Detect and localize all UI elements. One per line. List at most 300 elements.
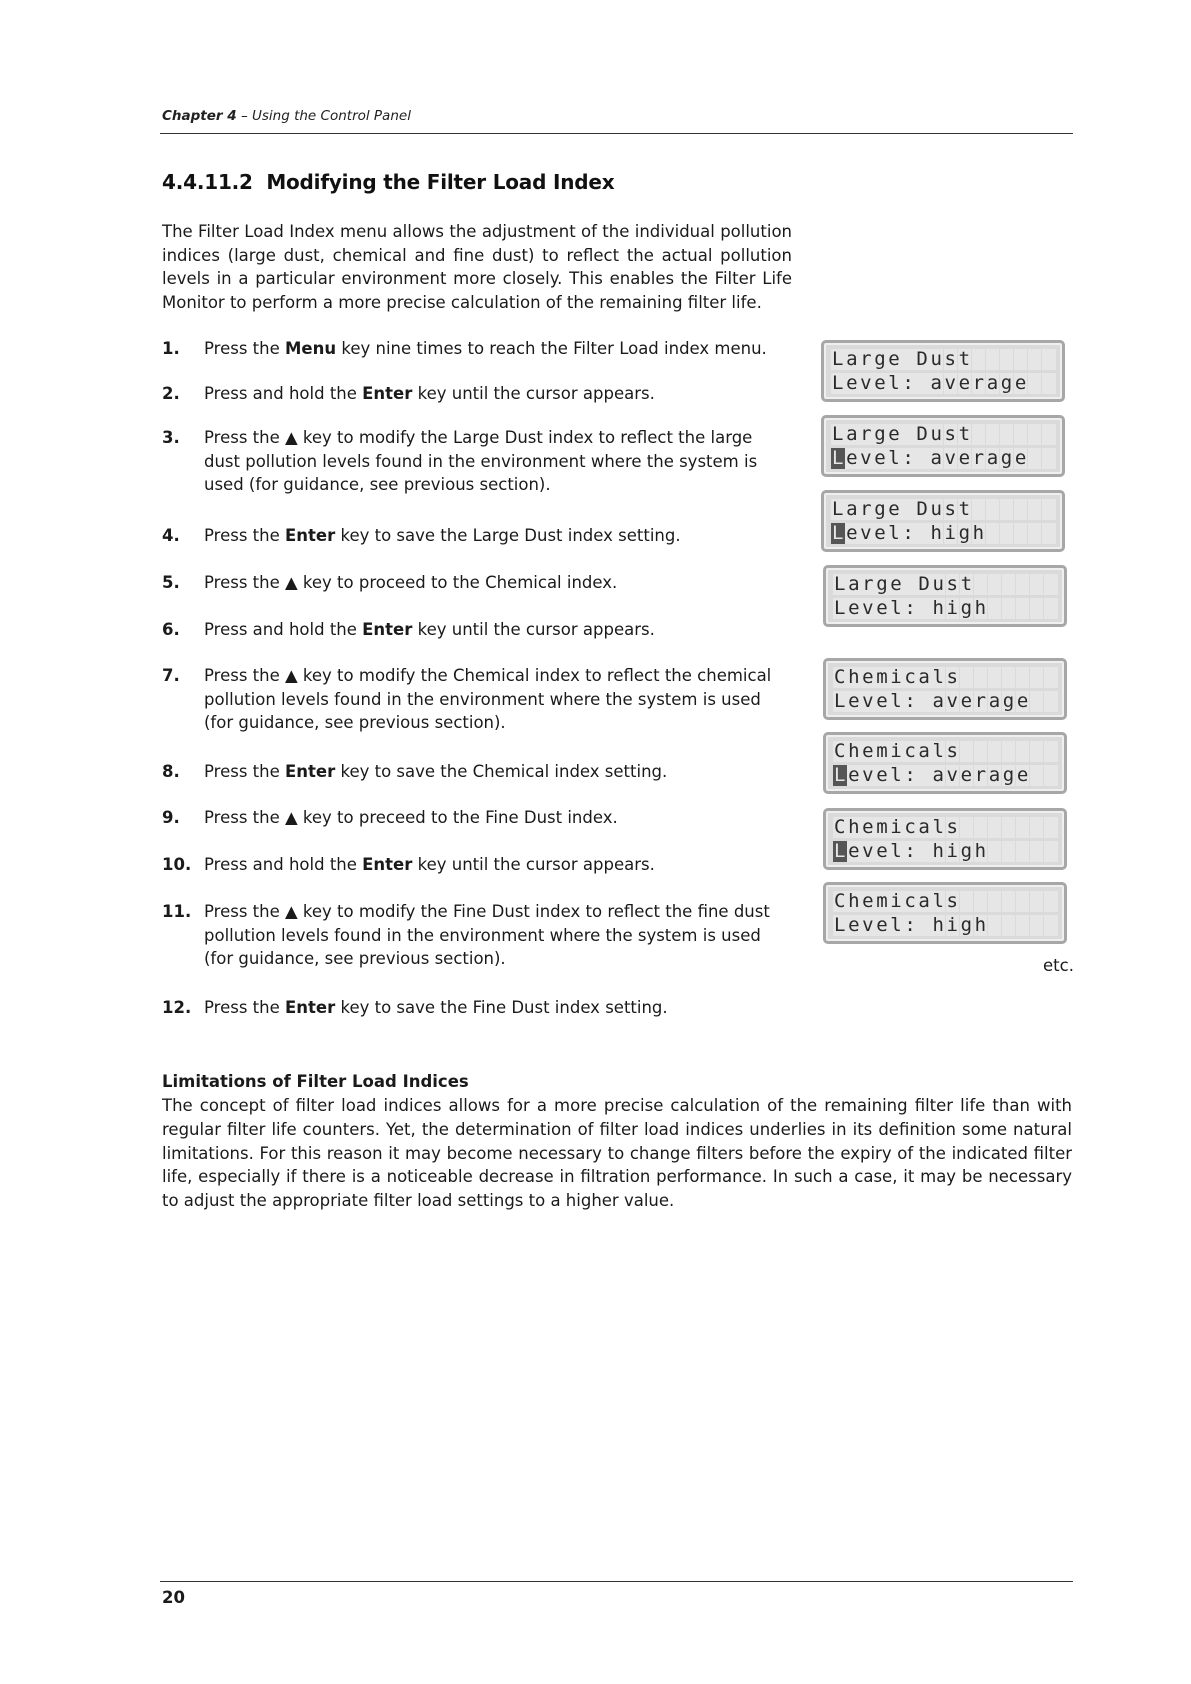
step-6 [162,618,792,642]
lcd-char-cell: l [888,522,900,544]
lcd-char-cell [1002,841,1016,862]
lcd-char-cell: l [890,690,902,712]
lcd-char-cell: m [876,666,888,688]
lcd-char-cell [1014,499,1028,520]
lcd-line-2 [833,691,1058,715]
lcd-char-cell: a [846,498,858,520]
lcd-char-cell [1000,499,1014,520]
lcd-char-cell [901,499,915,520]
lcd-char-cell: a [918,666,930,688]
lcd-char-cell: L [832,423,844,445]
step-7 [162,664,792,735]
step-number: 6. [162,620,180,639]
lcd-char-cell: r [860,423,872,445]
lcd-char-cell: g [874,498,886,520]
lcd-char-cell: v [862,840,874,862]
lcd-char-cell [1028,349,1042,370]
section-heading: Modifying the Filter Load Index [266,170,615,194]
lcd-line-2 [833,841,1058,865]
lcd-char-cell [1030,667,1044,688]
lcd-char-cell [917,765,931,786]
lcd-char-cell [1044,574,1058,595]
lcd-char-cell: e [862,740,874,762]
lcd-char-cell: s [946,666,958,688]
lcd-char-cell: c [904,740,916,762]
lcd-line-1 [833,574,1058,598]
lcd-char-cell [1028,523,1042,544]
lcd-char-cell [1002,574,1016,595]
lcd-char-cell: e [874,522,886,544]
lcd-char-cell: i [944,522,956,544]
lcd-char-cell: u [930,498,942,520]
step-text: Press the Enter key to save the Chemical index setting. [204,762,668,781]
lcd-char-cell [901,349,915,370]
lcd-char-cell [1030,891,1044,912]
lcd-char-cell: L [832,372,844,394]
lcd-char-cell: u [930,348,942,370]
lcd-char-cell: : [904,597,916,619]
lcd-line-1 [831,424,1056,448]
lcd-char-cell: L [834,914,846,936]
lcd-char-cell: h [974,914,987,936]
chapter-title: Using the Control Panel [252,108,411,124]
lcd-char-cell [1044,741,1058,762]
lcd-line-1 [833,891,1058,915]
page-number: 20 [162,1588,185,1607]
lcd-char-cell: r [972,447,985,469]
lcd-char-cell: i [890,740,902,762]
lcd-char-cell [1042,448,1056,469]
lcd-line-2 [831,373,1056,397]
lcd-char-cell: L [834,764,846,786]
lcd-char-cell: C [834,666,846,688]
lcd-char-cell [1044,691,1058,712]
lcd-char-cell: t [958,423,971,445]
step-text: Press the Menu key nine times to reach the Filter Load index menu. [204,339,767,358]
lcd-char-cell: e [876,914,888,936]
lcd-char-cell: l [890,597,902,619]
lcd-char-cell: r [972,372,985,394]
lcd-char-cell [1044,765,1058,786]
lcd-char-cell: e [958,372,971,394]
lcd-char-cell: C [834,890,846,912]
lcd-char-cell [1016,598,1030,619]
step-11 [162,900,792,971]
lcd-char-cell: u [932,573,944,595]
lcd-char-cell: g [1000,447,1013,469]
lcd-char-cell [1014,424,1028,445]
lcd-char-cell [917,915,931,936]
lcd-char-cell: L [832,447,844,469]
lcd-char-cell: h [930,522,942,544]
lcd-char-cell: v [946,764,958,786]
lcd-char-cell: a [930,372,942,394]
lcd-char-cell: g [960,914,973,936]
lcd-char-cell [1000,424,1014,445]
lcd-char-cell: g [874,348,886,370]
lcd-char-cell [974,667,988,688]
lcd-char-cell: a [988,764,1001,786]
lcd-char-cell [960,891,974,912]
step-text: Press and hold the Enter key until the cursor appears. [204,855,655,874]
lcd-char-cell: e [874,372,886,394]
lcd-char-cell: e [960,690,973,712]
lcd-char-cell: : [902,522,914,544]
lcd-char-cell [1030,691,1044,712]
lcd-char-cell: l [932,740,944,762]
step-8 [162,760,792,784]
lcd-char-cell: h [932,914,944,936]
lcd-char-cell: a [918,740,930,762]
lcd-char-cell: e [874,447,886,469]
step-2 [162,382,792,406]
lcd-char-cell: a [986,372,999,394]
lcd-char-cell: : [904,914,916,936]
step-number: 1. [162,339,180,358]
lcd-char-cell: : [904,764,916,786]
step-text: Press the ▲ key to proceed to the Chemical index. [204,573,618,592]
lcd-char-cell: a [932,764,944,786]
lcd-char-cell: e [848,840,860,862]
lcd-char-cell [1016,891,1030,912]
lcd-char-cell: i [946,914,958,936]
lcd-char-cell [1030,765,1044,786]
lcd-char-cell: L [834,840,846,862]
lcd-char-cell [988,667,1002,688]
lcd-char-cell [988,891,1002,912]
lcd-char-cell: l [890,914,902,936]
lcd-char-cell: r [974,690,987,712]
lcd-line-1 [833,667,1058,691]
lcd-char-cell: v [860,522,872,544]
step-9 [162,806,792,830]
lcd-char-cell [960,667,974,688]
lcd-char-cell: : [904,690,916,712]
lcd-char-cell [988,817,1002,838]
step-text: Press the ▲ key to modify the Large Dust index to reflect the large dust pollution levels found in the environment where the system is used (for guidance, see previous section). [204,428,758,494]
lcd-char-cell: g [1000,372,1013,394]
step-number: 11. [162,902,192,921]
lcd-char-cell: r [974,764,987,786]
lcd-char-cell [915,373,929,394]
lcd-char-cell [988,915,1002,936]
step-number: 5. [162,573,180,592]
lcd-char-cell [986,523,1000,544]
lcd-char-cell: s [944,423,956,445]
lcd-char-cell [1016,817,1030,838]
lcd-display-8 [823,882,1067,944]
lcd-char-cell: s [944,498,956,520]
lcd-char-cell [1044,841,1058,862]
lcd-char-cell [915,448,929,469]
lcd-char-cell: t [960,573,973,595]
lcd-char-cell: e [876,764,888,786]
lcd-char-cell: a [986,447,999,469]
lcd-char-cell: e [1016,764,1029,786]
header-separator: – [236,108,252,124]
lcd-char-cell: e [848,597,860,619]
step-text: Press the ▲ key to modify the Chemical index to reflect the chemical pollution levels found in the environment where the system is used (for guidance, see previous section). [204,666,772,732]
step-1 [162,337,792,361]
lcd-char-cell: : [902,447,914,469]
lcd-char-cell [960,817,974,838]
lcd-char-cell [1028,499,1042,520]
lcd-char-cell: g [960,840,973,862]
lcd-char-cell [960,741,974,762]
lcd-char-cell: v [946,690,958,712]
step-text: Press and hold the Enter key until the cursor appears. [204,620,655,639]
lcd-char-cell [988,598,1002,619]
lcd-char-cell: e [848,764,860,786]
lcd-char-cell [1014,523,1028,544]
lcd-char-cell [1002,598,1016,619]
section-title [162,170,614,194]
lcd-char-cell [988,841,1002,862]
lcd-char-cell [988,741,1002,762]
lcd-char-cell [1016,841,1030,862]
step-text: Press the Enter key to save the Fine Dust index setting. [204,998,668,1017]
lcd-char-cell: : [902,372,914,394]
lcd-char-cell: h [848,816,860,838]
lcd-char-cell: i [946,840,958,862]
limitations-paragraph: The concept of filter load indices allows for a more precise calculation of the remaining filter life than with regular filter life counters. Yet, the determination of filter load indices underlies in its definition some natural limitations. For this reason it may become necessary to change filters before the expiry of the indicated filter life, especially if there is a noticeable decrease in filtration performance. In such a case, it may be necessary to adjust the appropriate filter load settings to a higher value. [162,1096,1072,1211]
lcd-char-cell: a [930,447,942,469]
lcd-char-cell [1016,574,1030,595]
lcd-char-cell [988,574,1002,595]
lcd-char-cell: e [846,447,858,469]
lcd-line-2 [833,598,1058,622]
lcd-char-cell: e [862,816,874,838]
step-number: 9. [162,808,180,827]
lcd-char-cell: l [888,372,900,394]
lcd-char-cell: e [848,914,860,936]
lcd-char-cell: u [930,423,942,445]
lcd-char-cell [972,424,986,445]
lcd-char-cell [986,499,1000,520]
lcd-display-2 [821,415,1065,477]
lcd-char-cell: g [960,597,973,619]
lcd-char-cell: h [848,890,860,912]
lcd-char-cell: D [918,573,930,595]
lcd-char-cell [901,424,915,445]
lcd-char-cell: a [988,690,1001,712]
lcd-char-cell: c [904,890,916,912]
step-3 [162,426,792,497]
lcd-char-cell: s [946,573,958,595]
lcd-char-cell [974,741,988,762]
lcd-char-cell: e [888,423,900,445]
lcd-char-cell [1016,915,1030,936]
lcd-char-cell [915,523,929,544]
lcd-display-1 [821,340,1065,402]
lcd-char-cell [1030,574,1044,595]
running-header [162,108,1072,124]
intro-paragraph: The Filter Load Index menu allows the adjustment of the individual pollution indices (large dust, chemical and fine dust) to reflect the actual pollution levels in a particular environment more closely. This enables the Filter Life Monitor to perform a more precise calculation of the remaining filter life. [162,222,792,312]
lcd-char-cell: g [1002,690,1015,712]
lcd-char-cell: e [862,666,874,688]
step-text: Press the Enter key to save the Large Dust index setting. [204,526,681,545]
lcd-char-cell [1044,817,1058,838]
lcd-char-cell [974,817,988,838]
lcd-char-cell [974,891,988,912]
lcd-char-cell: e [876,840,888,862]
lcd-char-cell [1044,667,1058,688]
step-number: 2. [162,384,180,403]
lcd-char-cell [1002,915,1016,936]
lcd-char-cell: e [1016,690,1029,712]
lcd-char-cell: a [918,816,930,838]
lcd-char-cell: h [974,840,987,862]
lcd-char-cell [917,841,931,862]
lcd-char-cell [1028,424,1042,445]
lcd-char-cell: L [834,597,846,619]
lcd-char-cell: l [890,764,902,786]
lcd-char-cell: t [958,498,971,520]
lcd-char-cell [1016,667,1030,688]
lcd-char-cell: h [848,740,860,762]
lcd-char-cell [1000,523,1014,544]
step-5 [162,571,792,595]
lcd-char-cell [1030,817,1044,838]
lcd-char-cell: e [888,498,900,520]
lcd-char-cell: l [890,840,902,862]
step-number: 12. [162,998,192,1017]
lcd-char-cell [1002,817,1016,838]
lcd-char-cell: l [932,816,944,838]
lcd-char-cell: C [834,816,846,838]
lcd-char-cell [1042,373,1056,394]
step-text: Press the ▲ key to modify the Fine Dust index to reflect the fine dust pollution levels found in the environment where the system is used (for guidance, see previous section). [204,902,770,968]
lcd-line-2 [833,915,1058,939]
lcd-char-cell: e [888,348,900,370]
lcd-char-cell [1030,598,1044,619]
lcd-char-cell [917,598,931,619]
lcd-char-cell: s [946,740,958,762]
lcd-char-cell: e [1014,447,1027,469]
lcd-line-2 [833,765,1058,789]
lcd-char-cell: m [876,816,888,838]
lcd-char-cell [917,691,931,712]
lcd-line-2 [831,523,1056,547]
step-text: Press and hold the Enter key until the cursor appears. [204,384,655,403]
lcd-char-cell [1044,915,1058,936]
lcd-char-cell: e [960,764,973,786]
step-number: 4. [162,526,180,545]
lcd-char-cell: L [834,573,846,595]
lcd-char-cell [1042,499,1056,520]
lcd-char-cell [1030,915,1044,936]
lcd-char-cell: v [944,447,956,469]
lcd-char-cell [1042,349,1056,370]
lcd-display-3 [821,490,1065,552]
step-10 [162,853,792,877]
step-number: 10. [162,855,192,874]
lcd-char-cell: D [916,498,928,520]
lcd-char-cell: h [972,522,985,544]
lcd-char-cell [1002,741,1016,762]
lcd-char-cell: i [890,816,902,838]
lcd-char-cell: i [890,666,902,688]
lcd-char-cell: s [946,890,958,912]
lcd-char-cell [1016,741,1030,762]
lcd-char-cell [1028,373,1042,394]
step-text: Press the ▲ key to preceed to the Fine Dust index. [204,808,618,827]
lcd-char-cell [1002,667,1016,688]
lcd-line-1 [831,349,1056,373]
lcd-char-cell: a [932,690,944,712]
lcd-char-cell: m [876,890,888,912]
lcd-char-cell: v [944,372,956,394]
step-number: 7. [162,666,180,685]
step-number: 3. [162,428,180,447]
lcd-char-cell: g [958,522,971,544]
lcd-char-cell: D [916,423,928,445]
lcd-char-cell: h [932,840,944,862]
lcd-char-cell: L [832,348,844,370]
lcd-char-cell [1030,841,1044,862]
lcd-char-cell: a [848,573,860,595]
lcd-char-cell [972,499,986,520]
lcd-char-cell: i [946,597,958,619]
header-divider [160,133,1073,134]
lcd-char-cell: D [916,348,928,370]
lcd-char-cell: c [904,666,916,688]
lcd-char-cell [1044,891,1058,912]
lcd-char-cell [1044,598,1058,619]
lcd-char-cell: e [846,372,858,394]
lcd-char-cell: g [876,573,888,595]
lcd-char-cell: v [860,447,872,469]
lcd-char-cell: v [862,764,874,786]
lcd-char-cell: e [876,597,888,619]
lcd-char-cell [903,574,917,595]
lcd-char-cell: r [860,348,872,370]
lcd-char-cell: c [904,816,916,838]
lcd-char-cell: r [860,498,872,520]
lcd-char-cell: h [848,666,860,688]
lcd-char-cell: v [862,597,874,619]
lcd-char-cell: g [874,423,886,445]
lcd-char-cell: i [890,890,902,912]
lcd-char-cell: s [944,348,956,370]
lcd-char-cell: C [834,740,846,762]
lcd-char-cell: L [832,498,844,520]
lcd-char-cell: r [862,573,874,595]
lcd-char-cell: e [876,690,888,712]
lcd-char-cell: m [876,740,888,762]
lcd-char-cell: s [946,816,958,838]
lcd-char-cell: e [848,690,860,712]
lcd-char-cell: t [958,348,971,370]
lcd-char-cell: l [932,666,944,688]
lcd-char-cell [1002,891,1016,912]
lcd-line-1 [831,499,1056,523]
lcd-char-cell: : [904,840,916,862]
lcd-line-2 [831,448,1056,472]
chapter-label: Chapter 4 [162,108,237,124]
lcd-char-cell: g [1002,764,1015,786]
lcd-char-cell [1000,349,1014,370]
lcd-char-cell [1030,741,1044,762]
lcd-char-cell: a [918,890,930,912]
lcd-char-cell [1014,349,1028,370]
section-number: 4.4.11.2 [162,170,253,194]
lcd-char-cell [986,349,1000,370]
lcd-char-cell [974,574,988,595]
lcd-char-cell: v [860,372,872,394]
step-12 [162,996,792,1020]
footer-divider [160,1581,1073,1582]
